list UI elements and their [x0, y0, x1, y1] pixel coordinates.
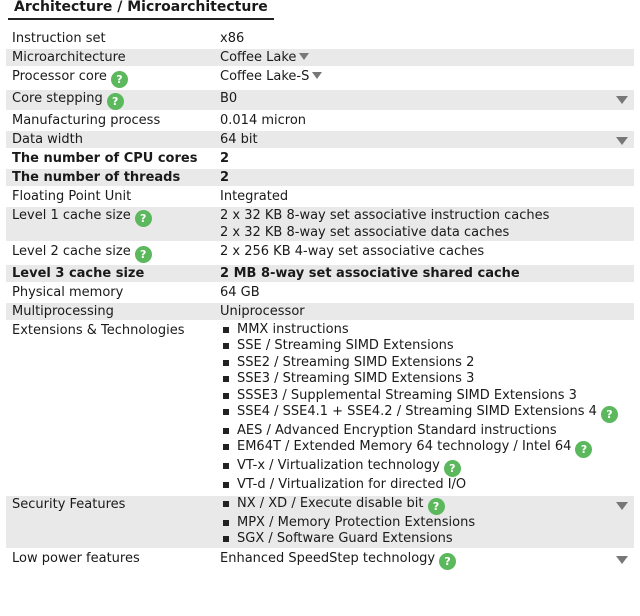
table-row: [6, 131, 634, 148]
table-row: [6, 207, 634, 241]
list-item-label: SSE4 / SSE4.1 + SSE4.2 / Streaming SIMD Extensions 4: [237, 404, 597, 420]
expand-arrow-icon[interactable]: [616, 556, 628, 564]
list-item: MMX instructions: [220, 322, 628, 338]
list-item: SSE2 / Streaming SIMD Extensions 2: [220, 355, 628, 371]
help-icon[interactable]: ?: [439, 553, 456, 570]
list-item: SSE / Streaming SIMD Extensions: [220, 338, 628, 354]
expand-arrow-icon[interactable]: [616, 502, 628, 510]
dropdown-arrow-icon[interactable]: [312, 72, 322, 79]
row-value: B0: [220, 91, 238, 106]
row-label: Instruction set: [12, 31, 106, 46]
list-item-label: VT-x / Virtualization technology: [237, 458, 440, 474]
help-icon[interactable]: ?: [135, 246, 152, 263]
list-item: [220, 404, 628, 423]
row-label: Data width: [6, 131, 214, 148]
section-title: Architecture / Microarchitecture: [8, 0, 274, 20]
list-item: [220, 496, 628, 515]
row-value: 2 MB 8-way set associative shared cache: [214, 265, 634, 282]
row-label: Manufacturing process: [12, 113, 161, 128]
help-icon[interactable]: ?: [601, 406, 618, 423]
row-label: Microarchitecture: [6, 49, 214, 66]
row-value: 2 x 32 KB 8-way set associative data caches: [220, 225, 510, 240]
row-label: Level 2 cache size: [12, 244, 131, 259]
help-icon[interactable]: ?: [107, 93, 124, 110]
table-row: [6, 243, 634, 263]
help-icon[interactable]: ?: [575, 441, 592, 458]
row-label: Multiprocessing: [6, 303, 214, 320]
row-value: 64 bit: [220, 132, 258, 147]
row-value: Uniprocessor: [214, 303, 634, 320]
row-label: Processor core: [12, 69, 107, 84]
help-icon[interactable]: ?: [444, 460, 461, 477]
row-value: Coffee Lake-S: [220, 69, 310, 84]
table-row: [6, 150, 634, 167]
row-label: The number of threads: [6, 169, 214, 186]
table-row: [6, 303, 634, 320]
list-item: SSE3 / Streaming SIMD Extensions 3: [220, 371, 628, 387]
row-label: Low power features: [12, 550, 140, 566]
row-label: Level 3 cache size: [6, 265, 214, 282]
table-row: [6, 169, 634, 186]
list-item: MPX / Memory Protection Extensions: [220, 515, 628, 531]
table-row: [6, 284, 634, 301]
table-row: [6, 68, 634, 88]
spec-table: [6, 28, 634, 572]
row-value: 2 x 256 KB 4-way set associative caches: [220, 244, 485, 259]
expand-arrow-icon[interactable]: [616, 96, 628, 104]
table-row: [6, 49, 634, 66]
dropdown-arrow-icon[interactable]: [299, 53, 309, 60]
row-value: 64 GB: [220, 285, 260, 300]
row-value: Coffee Lake: [220, 50, 297, 65]
help-icon[interactable]: ?: [135, 210, 152, 227]
security-list: [220, 496, 628, 548]
row-label: The number of CPU cores: [12, 151, 198, 166]
table-row: [6, 30, 634, 47]
expand-arrow-icon[interactable]: [616, 137, 628, 145]
table-row: [6, 550, 634, 570]
list-item: [220, 458, 628, 477]
row-label: Floating Point Unit: [12, 189, 132, 204]
row-value: 2: [220, 151, 230, 166]
table-row: [6, 188, 634, 205]
section-heading-wrap: [0, 0, 640, 22]
row-label: Core stepping: [12, 91, 103, 106]
list-item: SSSE3 / Supplemental Streaming SIMD Extensions 3: [220, 388, 628, 404]
help-icon[interactable]: ?: [428, 498, 445, 515]
table-row: [6, 90, 634, 110]
list-item: SGX / Software Guard Extensions: [220, 531, 628, 547]
table-row: [6, 496, 634, 548]
list-item-label: NX / XD / Execute disable bit: [237, 495, 424, 511]
row-label: Level 1 cache size: [12, 208, 131, 223]
row-label: Security Features: [6, 496, 214, 548]
list-item: VT-d / Virtualization for directed I/O: [220, 477, 628, 493]
row-value: Enhanced SpeedStep technology: [220, 550, 436, 566]
row-value: 2 x 32 KB 8-way set associative instruction caches: [220, 208, 550, 223]
row-label: Extensions & Technologies: [12, 323, 185, 338]
list-item: AES / Advanced Encryption Standard instructions: [220, 423, 628, 439]
table-row: [6, 265, 634, 282]
table-row: [6, 322, 634, 494]
row-value: x86: [220, 31, 245, 46]
row-label: Physical memory: [12, 285, 124, 300]
help-icon[interactable]: ?: [111, 71, 128, 88]
row-value: 2: [214, 169, 634, 186]
list-item-label: EM64T / Extended Memory 64 technology / Intel 64: [237, 439, 572, 455]
row-value: Integrated: [220, 189, 289, 204]
list-item: [220, 439, 628, 458]
extensions-list: [220, 322, 628, 494]
table-row: [6, 112, 634, 129]
row-value: 0.014 micron: [220, 113, 307, 128]
